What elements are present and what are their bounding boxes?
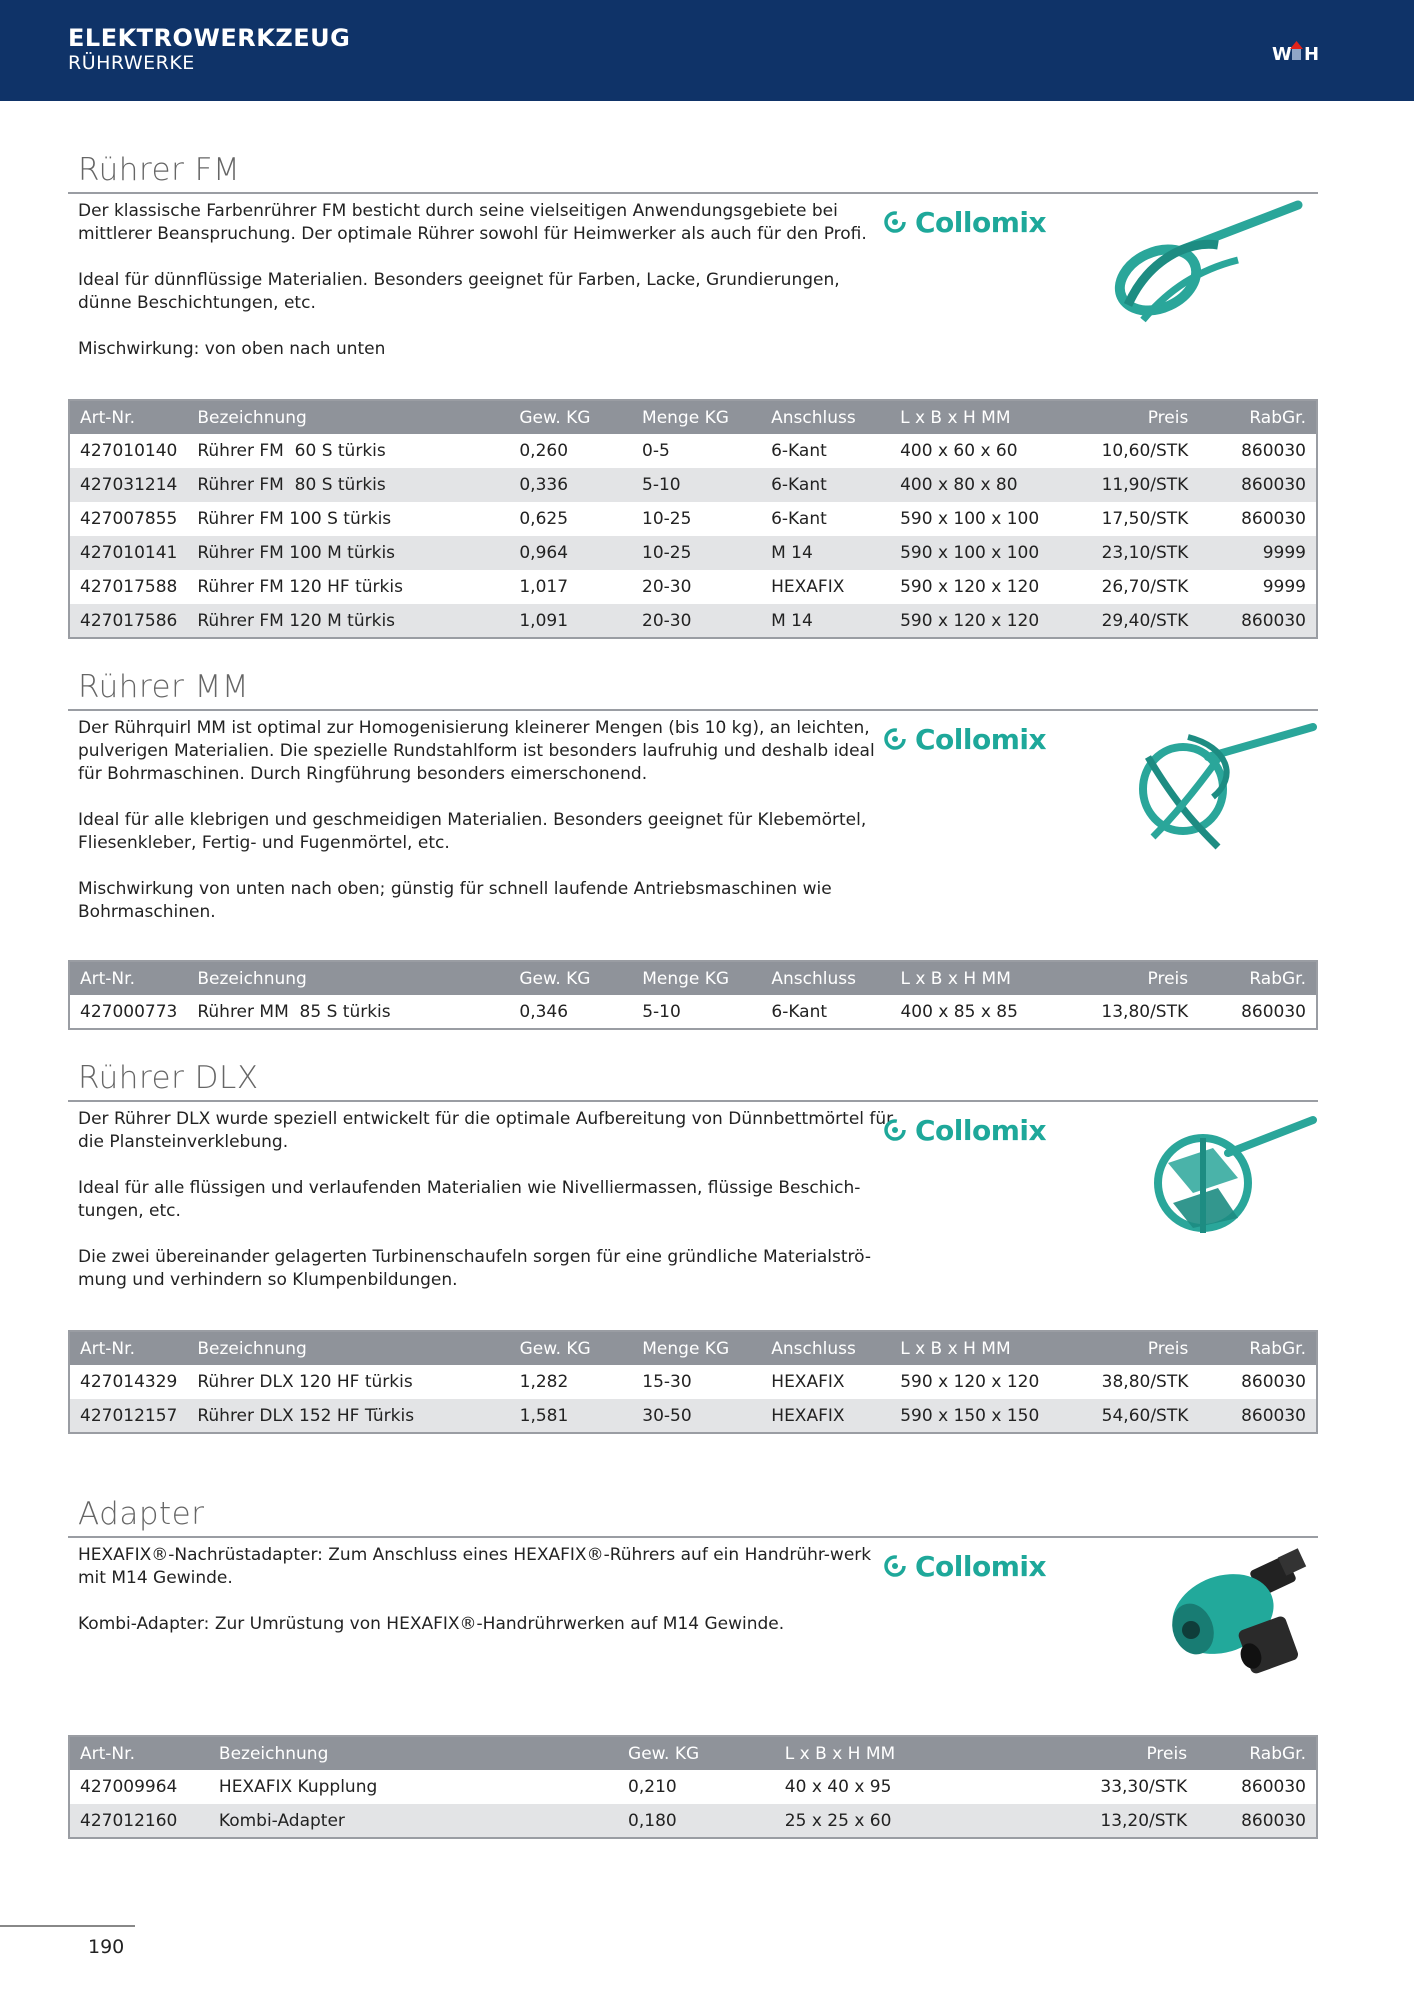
section-ruehrer-fm xyxy=(68,152,1318,642)
table-header-row xyxy=(69,1331,1317,1365)
table-cell: Rührer FM 120 M türkis xyxy=(187,604,509,638)
table-cell: 5-10 xyxy=(632,468,761,502)
table-row xyxy=(69,1365,1317,1399)
column-header: Anschluss xyxy=(761,961,890,995)
column-header: RabGr. xyxy=(1198,400,1317,434)
column-header: RabGr. xyxy=(1198,1331,1317,1365)
product-table xyxy=(68,960,1318,1030)
table-cell: 860030 xyxy=(1198,1399,1317,1433)
section-description xyxy=(78,1108,898,1292)
table-cell: 0,336 xyxy=(509,468,632,502)
table-header-row xyxy=(69,961,1317,995)
table-cell: 20-30 xyxy=(632,604,761,638)
table-cell: 5-10 xyxy=(642,1001,681,1022)
table-cell: 33,30/STK xyxy=(1100,1777,1188,1797)
table-cell: 6-Kant xyxy=(771,1001,828,1022)
table-cell: 23,10/STK xyxy=(1074,536,1198,570)
brand-name: Collomix xyxy=(915,722,1047,756)
table-cell: Rührer FM 100 S türkis xyxy=(197,509,392,529)
table-cell: 427017588 xyxy=(80,577,178,597)
header-subtitle: RÜHRWERKE xyxy=(68,52,195,74)
table-cell: 427017586 xyxy=(69,604,187,638)
table-row xyxy=(69,570,1317,604)
table-cell: HEXAFIX xyxy=(771,577,845,597)
table-cell: 0,625 xyxy=(519,509,569,529)
product-table xyxy=(68,399,1318,639)
hexafix-adapter-image xyxy=(1153,1544,1318,1684)
table-header-row xyxy=(69,400,1317,434)
table-cell: 400 x 85 x 85 xyxy=(900,1001,1018,1022)
table-row xyxy=(69,434,1317,468)
table-cell: 1,581 xyxy=(510,1399,633,1433)
column-header: Menge KG xyxy=(632,961,761,995)
section-divider xyxy=(68,192,1318,194)
column-header: L x B x H MM xyxy=(890,400,1074,434)
page-header xyxy=(0,0,1414,101)
column-header: RabGr. xyxy=(1198,961,1317,995)
table-cell: 860030 xyxy=(1241,1777,1306,1797)
table-cell: 427031214 xyxy=(69,468,187,502)
table-cell: 590 x 120 x 120 xyxy=(900,1372,1040,1392)
column-header: Gew. KG xyxy=(509,400,632,434)
table-row xyxy=(69,1399,1317,1433)
table-cell: 38,80/STK xyxy=(1101,1372,1189,1392)
wh-logo-icon xyxy=(1272,36,1322,66)
table-cell: 427012160 xyxy=(69,1804,209,1838)
table-cell: 427009964 xyxy=(80,1777,178,1797)
table-cell: 427012157 xyxy=(69,1399,187,1433)
table-cell: 30-50 xyxy=(632,1399,761,1433)
fm-mixer-paddle-image xyxy=(1108,200,1308,335)
table-cell: 427014329 xyxy=(80,1372,178,1392)
table-cell: 0,260 xyxy=(519,441,569,461)
table-row xyxy=(69,468,1317,502)
table-cell: 400 x 60 x 60 xyxy=(900,441,1018,461)
section-title: Rührer MM xyxy=(78,669,250,705)
column-header: L x B x H MM xyxy=(890,1331,1074,1365)
page-number: 190 xyxy=(88,1936,125,1958)
section-ruehrer-dlx xyxy=(68,1060,1318,1440)
table-cell: HEXAFIX xyxy=(761,1399,890,1433)
table-cell: 400 x 80 x 80 xyxy=(890,468,1074,502)
table-cell: 1,017 xyxy=(519,577,569,597)
column-header: Preis xyxy=(1074,1331,1198,1365)
section-title: Rührer DLX xyxy=(78,1060,259,1096)
table-cell: Rührer DLX 120 HF türkis xyxy=(197,1372,413,1392)
description-paragraph: Ideal für alle flüssigen und verlaufenden Materialien wie Nivelliermassen, flüssige Beschich-tungen, etc. xyxy=(78,1178,861,1221)
column-header: Anschluss xyxy=(761,1331,890,1365)
column-header: Gew. KG xyxy=(510,1331,633,1365)
section-title: Adapter xyxy=(78,1496,205,1532)
table-cell: 13,20/STK xyxy=(994,1804,1197,1838)
table-cell: 9999 xyxy=(1198,536,1317,570)
table-cell: 427010141 xyxy=(69,536,187,570)
table-cell: 10,60/STK xyxy=(1101,441,1189,461)
collomix-swirl-icon xyxy=(883,1554,907,1578)
table-cell: 427007855 xyxy=(80,509,178,529)
collomix-brand xyxy=(883,717,1046,761)
table-cell: 860030 xyxy=(1241,1372,1306,1392)
column-header: Art-Nr. xyxy=(69,1331,187,1365)
table-cell: 6-Kant xyxy=(761,468,890,502)
table-cell: 590 x 120 x 120 xyxy=(890,604,1074,638)
collomix-swirl-icon xyxy=(883,210,907,234)
table-cell: 15-30 xyxy=(642,1372,692,1392)
description-paragraph: Mischwirkung von unten nach oben; günstig für schnell laufende Antriebsmaschinen wie Bohrmaschinen. xyxy=(78,879,832,922)
table-cell: 11,90/STK xyxy=(1074,468,1198,502)
table-cell: 860030 xyxy=(1241,509,1306,529)
section-title: Rührer FM xyxy=(78,152,241,188)
table-cell: Kombi-Adapter xyxy=(209,1804,618,1838)
column-header: Preis xyxy=(1074,400,1198,434)
table-cell: 0,964 xyxy=(509,536,632,570)
collomix-brand xyxy=(883,1544,1046,1588)
table-row xyxy=(69,604,1317,638)
description-paragraph: Ideal für dünnflüssige Materialien. Besonders geeignet für Farben, Lacke, Grundierungen, dünne Beschichtungen, etc. xyxy=(78,270,840,313)
svg-text:H: H xyxy=(1304,44,1320,65)
table-cell: 860030 xyxy=(1241,441,1306,461)
table-row xyxy=(69,502,1317,536)
table-cell: 590 x 120 x 120 xyxy=(900,577,1040,597)
column-header: Menge KG xyxy=(632,1331,761,1365)
column-header: RabGr. xyxy=(1197,1736,1317,1770)
section-description xyxy=(78,1544,898,1636)
description-paragraph: Der klassische Farbenrührer FM besticht durch seine vielseitigen Anwendungsgebiete bei mittlerer Beanspruchung. Der optimale Rührer sowohl für Heimwerker als auch für den Profi. xyxy=(78,201,867,244)
column-header: Anschluss xyxy=(761,400,890,434)
mm-mixer-paddle-image xyxy=(1128,717,1318,857)
table-cell: M 14 xyxy=(761,604,890,638)
column-header: Bezeichnung xyxy=(187,961,509,995)
table-cell: 17,50/STK xyxy=(1101,509,1189,529)
section-divider xyxy=(68,1536,1318,1538)
table-cell: HEXAFIX xyxy=(771,1372,845,1392)
table-row xyxy=(69,1770,1317,1804)
description-paragraph: Kombi-Adapter: Zur Umrüstung von HEXAFIX®-Handrührwerken auf M14 Gewinde. xyxy=(78,1614,785,1634)
section-ruehrer-mm xyxy=(68,669,1318,1039)
table-cell: 26,70/STK xyxy=(1101,577,1189,597)
table-cell: Rührer DLX 152 HF Türkis xyxy=(187,1399,509,1433)
column-header: L x B x H MM xyxy=(890,961,1073,995)
collomix-brand xyxy=(883,200,1046,244)
description-paragraph: Ideal für alle klebrigen und geschmeidigen Materialien. Besonders geeignet für Klebemörtel, Fliesenkleber, Fertig- und Fugenmörtel, etc. xyxy=(78,810,867,853)
table-cell: 0,346 xyxy=(519,1001,569,1022)
table-cell: 860030 xyxy=(1198,468,1317,502)
table-cell: 20-30 xyxy=(642,577,692,597)
table-cell: 860030 xyxy=(1198,604,1317,638)
footer-divider xyxy=(0,1925,135,1927)
column-header: Art-Nr. xyxy=(69,400,187,434)
table-row xyxy=(69,1804,1317,1838)
collomix-swirl-icon xyxy=(883,727,907,751)
column-header: Art-Nr. xyxy=(69,1736,209,1770)
section-description xyxy=(78,200,898,361)
table-cell: Rührer FM 100 M türkis xyxy=(187,536,509,570)
table-cell: Rührer MM 85 S türkis xyxy=(197,1001,391,1022)
column-header: Bezeichnung xyxy=(209,1736,618,1770)
product-table xyxy=(68,1330,1318,1434)
table-cell: 860030 xyxy=(1197,1804,1317,1838)
table-row xyxy=(69,995,1317,1029)
table-cell: Rührer FM 60 S türkis xyxy=(197,441,386,461)
description-paragraph: Der Rührquirl MM ist optimal zur Homogenisierung kleinerer Mengen (bis 10 kg), an leichten, pulverigen Materialien. Die spezielle Rundstahlform ist besonders laufruhig und deshalb ideal für Bohrmaschinen. Durch Ringführung besonders eimerschonend. xyxy=(78,718,875,784)
section-description xyxy=(78,717,898,924)
column-header: Menge KG xyxy=(632,400,761,434)
column-header: Gew. KG xyxy=(618,1736,775,1770)
table-cell: 1,091 xyxy=(509,604,632,638)
table-cell: 10-25 xyxy=(642,509,692,529)
table-cell: Rührer FM 120 HF türkis xyxy=(197,577,403,597)
column-header: Preis xyxy=(1074,961,1198,995)
table-cell: 13,80/STK xyxy=(1101,1001,1189,1022)
dlx-mixer-paddle-image xyxy=(1143,1108,1318,1248)
table-cell: HEXAFIX Kupplung xyxy=(218,1777,378,1797)
table-cell: 0,180 xyxy=(618,1804,775,1838)
header-title: ELEKTROWERKZEUG xyxy=(68,24,351,52)
table-row xyxy=(69,536,1317,570)
column-header: Art-Nr. xyxy=(69,961,187,995)
table-cell: 0,210 xyxy=(628,1777,677,1797)
table-cell: 590 x 150 x 150 xyxy=(890,1399,1074,1433)
description-paragraph: HEXAFIX®-Nachrüstadapter: Zum Anschluss eines HEXAFIX®-Rührers auf ein Handrühr-werk mit M14 Gewinde. xyxy=(78,1545,872,1588)
table-cell: 0-5 xyxy=(642,441,670,461)
column-header: Bezeichnung xyxy=(187,400,509,434)
table-cell: 590 x 100 x 100 xyxy=(900,509,1040,529)
product-table xyxy=(68,1735,1318,1839)
table-cell: 54,60/STK xyxy=(1074,1399,1198,1433)
table-cell: Rührer FM 80 S türkis xyxy=(187,468,509,502)
table-cell: 40 x 40 x 95 xyxy=(784,1777,892,1797)
brand-name: Collomix xyxy=(915,1113,1047,1147)
table-cell: 1,282 xyxy=(519,1372,569,1392)
column-header: L x B x H MM xyxy=(775,1736,995,1770)
table-cell: 25 x 25 x 60 xyxy=(775,1804,995,1838)
table-cell: 427000773 xyxy=(80,1001,178,1022)
column-header: Bezeichnung xyxy=(187,1331,509,1365)
table-cell: 6-Kant xyxy=(771,441,827,461)
table-cell: 29,40/STK xyxy=(1074,604,1198,638)
section-divider xyxy=(68,709,1318,711)
table-cell: 10-25 xyxy=(632,536,761,570)
section-adapter xyxy=(68,1496,1318,1836)
column-header: Gew. KG xyxy=(509,961,632,995)
table-cell: 6-Kant xyxy=(771,509,827,529)
brand-name: Collomix xyxy=(915,1549,1047,1583)
description-paragraph: Mischwirkung: von oben nach unten xyxy=(78,339,386,359)
table-cell: 427010140 xyxy=(80,441,178,461)
collomix-brand xyxy=(883,1108,1046,1152)
description-paragraph: Die zwei übereinander gelagerten Turbinenschaufeln sorgen für eine gründliche Materialströ-mung und verhindern so Klumpenbildungen. xyxy=(78,1247,872,1290)
column-header: Preis xyxy=(994,1736,1197,1770)
collomix-swirl-icon xyxy=(883,1118,907,1142)
section-divider xyxy=(68,1100,1318,1102)
svg-text:W: W xyxy=(1272,44,1292,65)
table-header-row xyxy=(69,1736,1317,1770)
table-cell: 9999 xyxy=(1262,577,1306,597)
table-cell: 860030 xyxy=(1241,1001,1306,1022)
brand-name: Collomix xyxy=(915,205,1047,239)
table-cell: 590 x 100 x 100 xyxy=(890,536,1074,570)
table-cell: M 14 xyxy=(761,536,890,570)
description-paragraph: Der Rührer DLX wurde speziell entwickelt für die optimale Aufbereitung von Dünnbettmörtel für die Plansteinverklebung. xyxy=(78,1109,894,1152)
